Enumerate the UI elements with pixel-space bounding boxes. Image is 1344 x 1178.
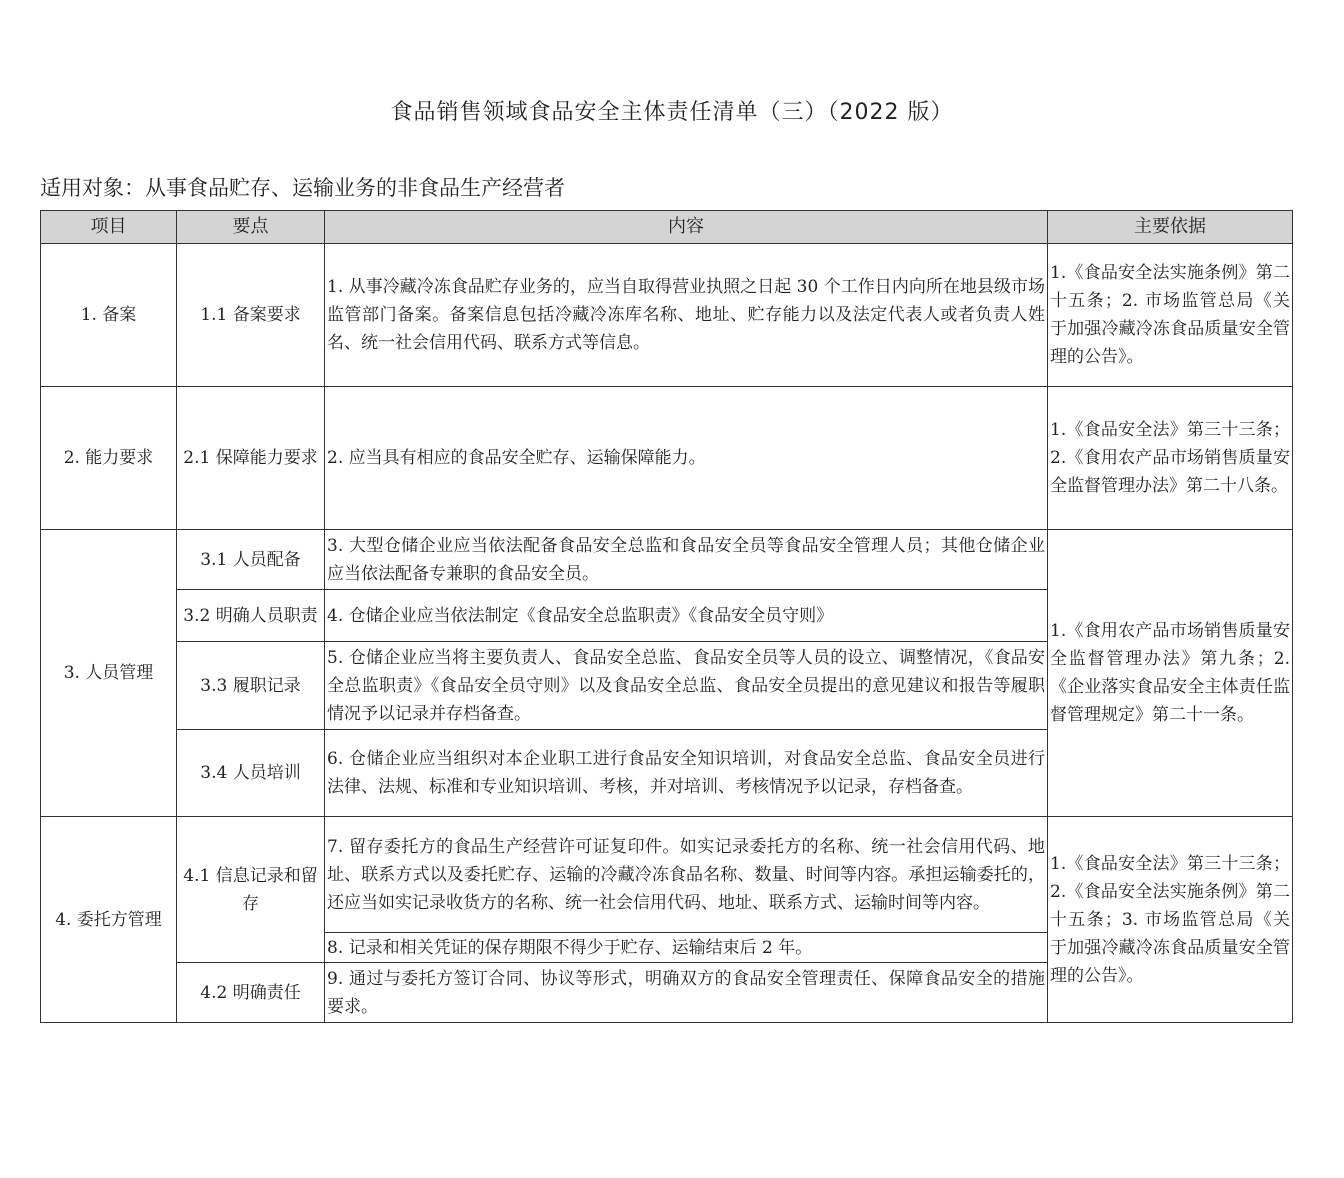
point-cell: 3.2 明确人员职责 [177,590,325,642]
applicable-subject: 适用对象：从事食品贮存、运输业务的非食品生产经营者 [40,176,565,200]
basis-cell: 1.《食用农产品市场销售质量安全监督管理办法》第九条；2.《企业落实食品安全主体责任监督管理规定》第二十一条。 [1048,530,1293,817]
item-cell: 3. 人员管理 [41,530,177,817]
content-cell: 7. 留存委托方的食品生产经营许可证复印件。如实记录委托方的名称、统一社会信用代码、地址、联系方式以及委托贮存、运输的冷藏冷冻食品名称、数量、时间等内容。承担运输委托的，还应当如实记录收货方的名称、统一社会信用代码、地址、联系方式、运输时间等内容。 [325,817,1048,933]
content-cell: 3. 大型仓储企业应当依法配备食品安全总监和食品安全员等食品安全管理人员；其他仓储企业应当依法配备专兼职的食品安全员。 [325,530,1048,590]
point-cell: 3.1 人员配备 [177,530,325,590]
header-content: 内容 [325,211,1048,244]
item-cell: 1. 备案 [41,244,177,387]
point-cell: 1.1 备案要求 [177,244,325,387]
table-row [41,530,1293,590]
header-basis: 主要依据 [1048,211,1293,244]
header-item: 项目 [41,211,177,244]
content-cell: 6. 仓储企业应当组织对本企业职工进行食品安全知识培训，对食品安全总监、食品安全员进行法律、法规、标准和专业知识培训、考核，并对培训、考核情况予以记录，存档备查。 [325,730,1048,817]
page-title: 食品销售领域食品安全主体责任清单（三）（2022 版） [390,100,954,125]
point-cell: 4.2 明确责任 [177,963,325,1023]
responsibility-table [40,210,1293,1023]
table-header-row [41,211,1293,244]
table-row [41,244,1293,387]
point-cell: 4.1 信息记录和留存 [177,817,325,963]
point-cell: 2.1 保障能力要求 [177,387,325,530]
item-cell: 4. 委托方管理 [41,817,177,1023]
point-cell: 3.4 人员培训 [177,730,325,817]
item-cell: 2. 能力要求 [41,387,177,530]
table-row [41,817,1293,933]
basis-cell: 1.《食品安全法实施条例》第二十五条；2. 市场监管总局《关于加强冷藏冷冻食品质量安全管理的公告》。 [1048,244,1293,387]
point-cell: 3.3 履职记录 [177,642,325,730]
content-cell: 4. 仓储企业应当依法制定《食品安全总监职责》《食品安全员守则》 [325,590,1048,642]
basis-cell: 1.《食品安全法》第三十三条；2.《食品安全法实施条例》第二十五条；3. 市场监管总局《关于加强冷藏冷冻食品质量安全管理的公告》。 [1048,817,1293,1023]
table-row [41,387,1293,530]
content-cell: 2. 应当具有相应的食品安全贮存、运输保障能力。 [325,387,1048,530]
content-cell: 8. 记录和相关凭证的保存期限不得少于贮存、运输结束后 2 年。 [325,933,1048,963]
header-point: 要点 [177,211,325,244]
content-cell: 5. 仓储企业应当将主要负责人、食品安全总监、食品安全员等人员的设立、调整情况，《食品安全总监职责》《食品安全员守则》以及食品安全总监、食品安全员提出的意见建议和报告等履职情况予以记录并存档备查。 [325,642,1048,730]
content-cell: 1. 从事冷藏冷冻食品贮存业务的，应当自取得营业执照之日起 30 个工作日内向所在地县级市场监管部门备案。备案信息包括冷藏冷冻库名称、地址、贮存能力以及法定代表人或者负责人姓名、统一社会信用代码、联系方式等信息。 [325,244,1048,387]
content-cell: 9. 通过与委托方签订合同、协议等形式，明确双方的食品安全管理责任、保障食品安全的措施要求。 [325,963,1048,1023]
basis-cell: 1.《食品安全法》第三十三条；2.《食用农产品市场销售质量安全监督管理办法》第二十八条。 [1048,387,1293,530]
